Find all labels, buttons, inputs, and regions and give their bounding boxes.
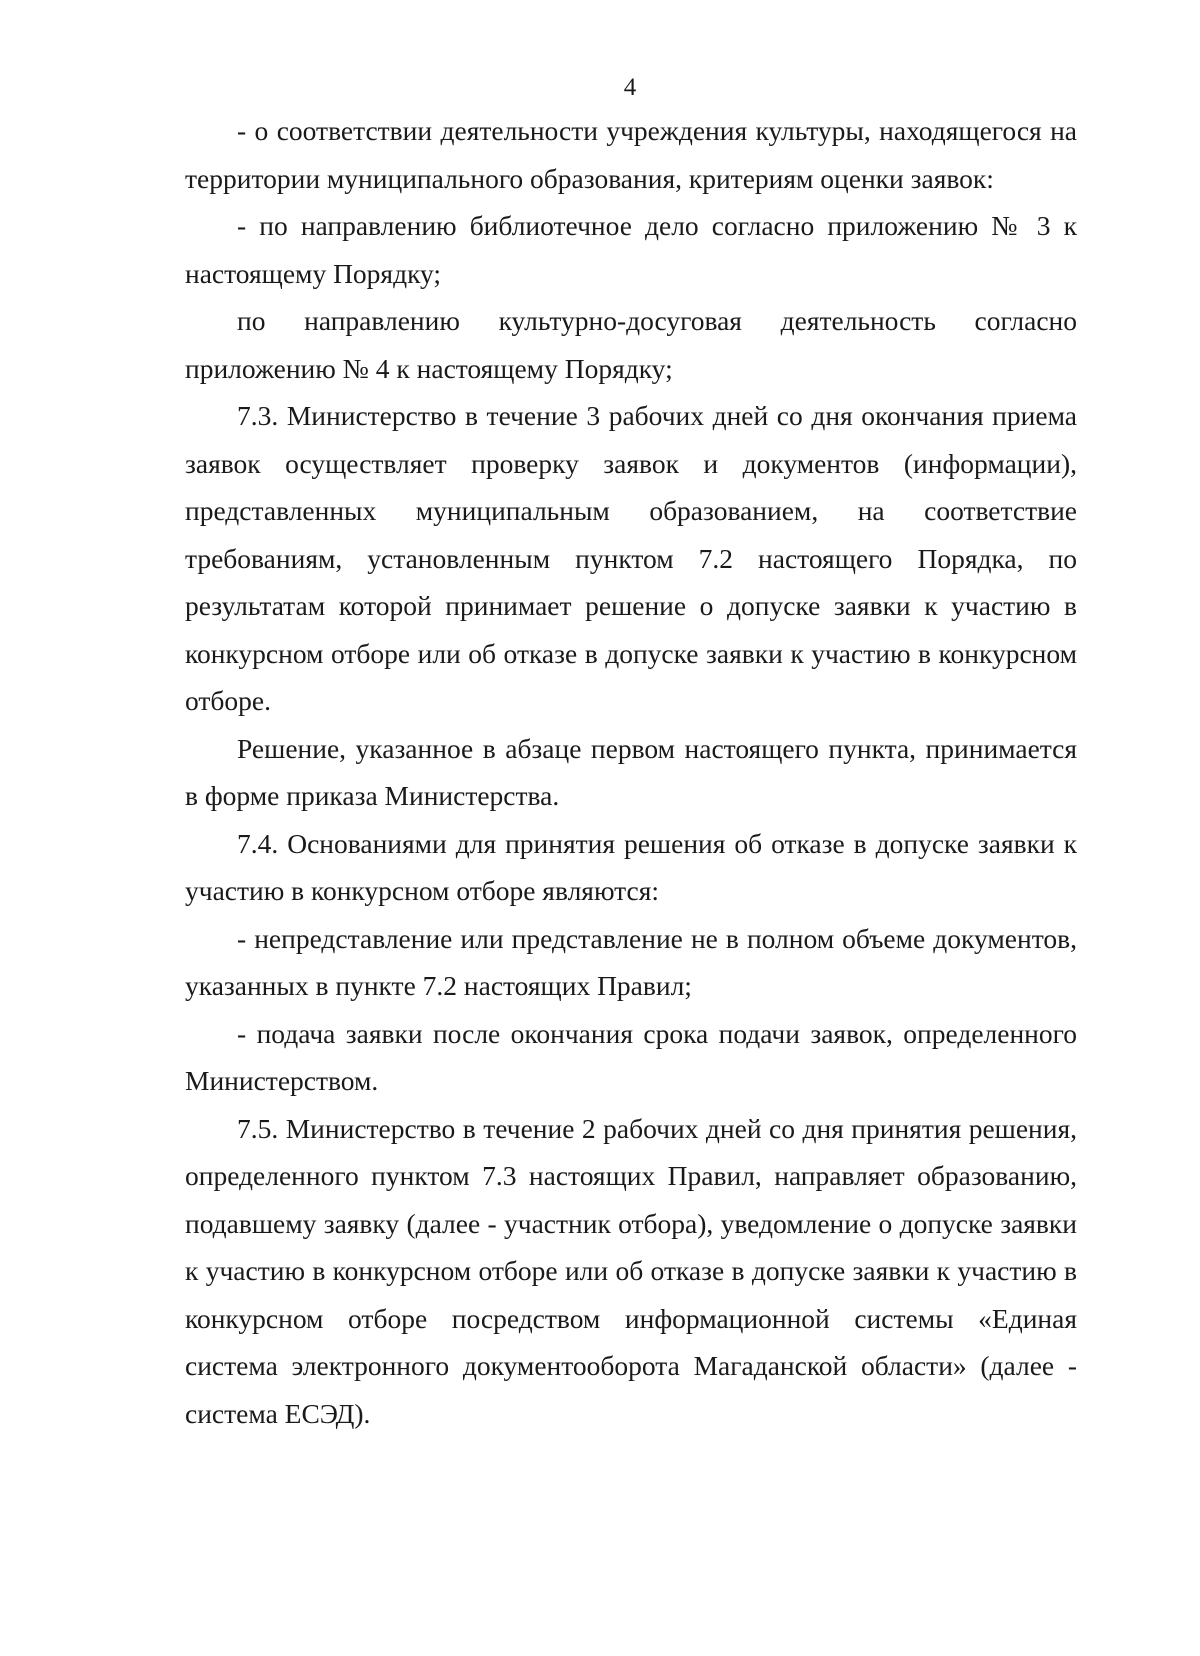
paragraph-incomplete-docs: - непредставление или представление не в полном объеме документов, указанных в пункте 7.2 настоящих Правил; bbox=[185, 922, 1077, 1001]
paragraph-library-direction: - по направлению библиотечное дело согласно приложению № 3 к настоящему Порядку; bbox=[185, 210, 1077, 289]
paragraph-late-submission: - подача заявки после окончания срока подачи заявок, определенного Министерством. bbox=[185, 1017, 1077, 1096]
paragraph-7-4: 7.4. Основаниями для принятия решения об отказе в допуске заявки к участию в конкурсном отборе являются: bbox=[185, 827, 1077, 906]
paragraph-leisure-direction: по направлению культурно-досуговая деятельность согласно приложению № 4 к настоящему Порядку; bbox=[185, 305, 1077, 384]
page-number: 4 bbox=[623, 74, 637, 101]
document-body bbox=[185, 107, 1077, 1437]
paragraph-decision-form: Решение, указанное в абзаце первом настоящего пункта, принимается в форме приказа Министерства. bbox=[185, 732, 1077, 811]
paragraph-7-3: 7.3. Министерство в течение 3 рабочих дней со дня окончания приема заявок осуществляет проверку заявок и документов (информации), представленных муниципальным образованием, на соответствие требованиям, установленным пунктом 7.2 настоящего Порядка, по результатам которой принимает решение о допуске заявки к участию в конкурсном отборе или об отказе в допуске заявки к участию в конкурсном отборе. bbox=[185, 400, 1077, 716]
paragraph-7-5: 7.5. Министерство в течение 2 рабочих дней со дня принятия решения, определенного пунктом 7.3 настоящих Правил, направляет образованию, подавшему заявку (далее - участник отбора), уведомление о допуске заявки к участию в конкурсном отборе или об отказе в допуске заявки к участию в конкурсном отборе посредством информационной системы «Единая система электронного документооборота Магаданской области» (далее - система ЕСЭД). bbox=[185, 1112, 1077, 1429]
paragraph-culture-criteria: - о соответствии деятельности учреждения культуры, находящегося на территории муниципального образования, критериям оценки заявок: bbox=[185, 115, 1077, 194]
